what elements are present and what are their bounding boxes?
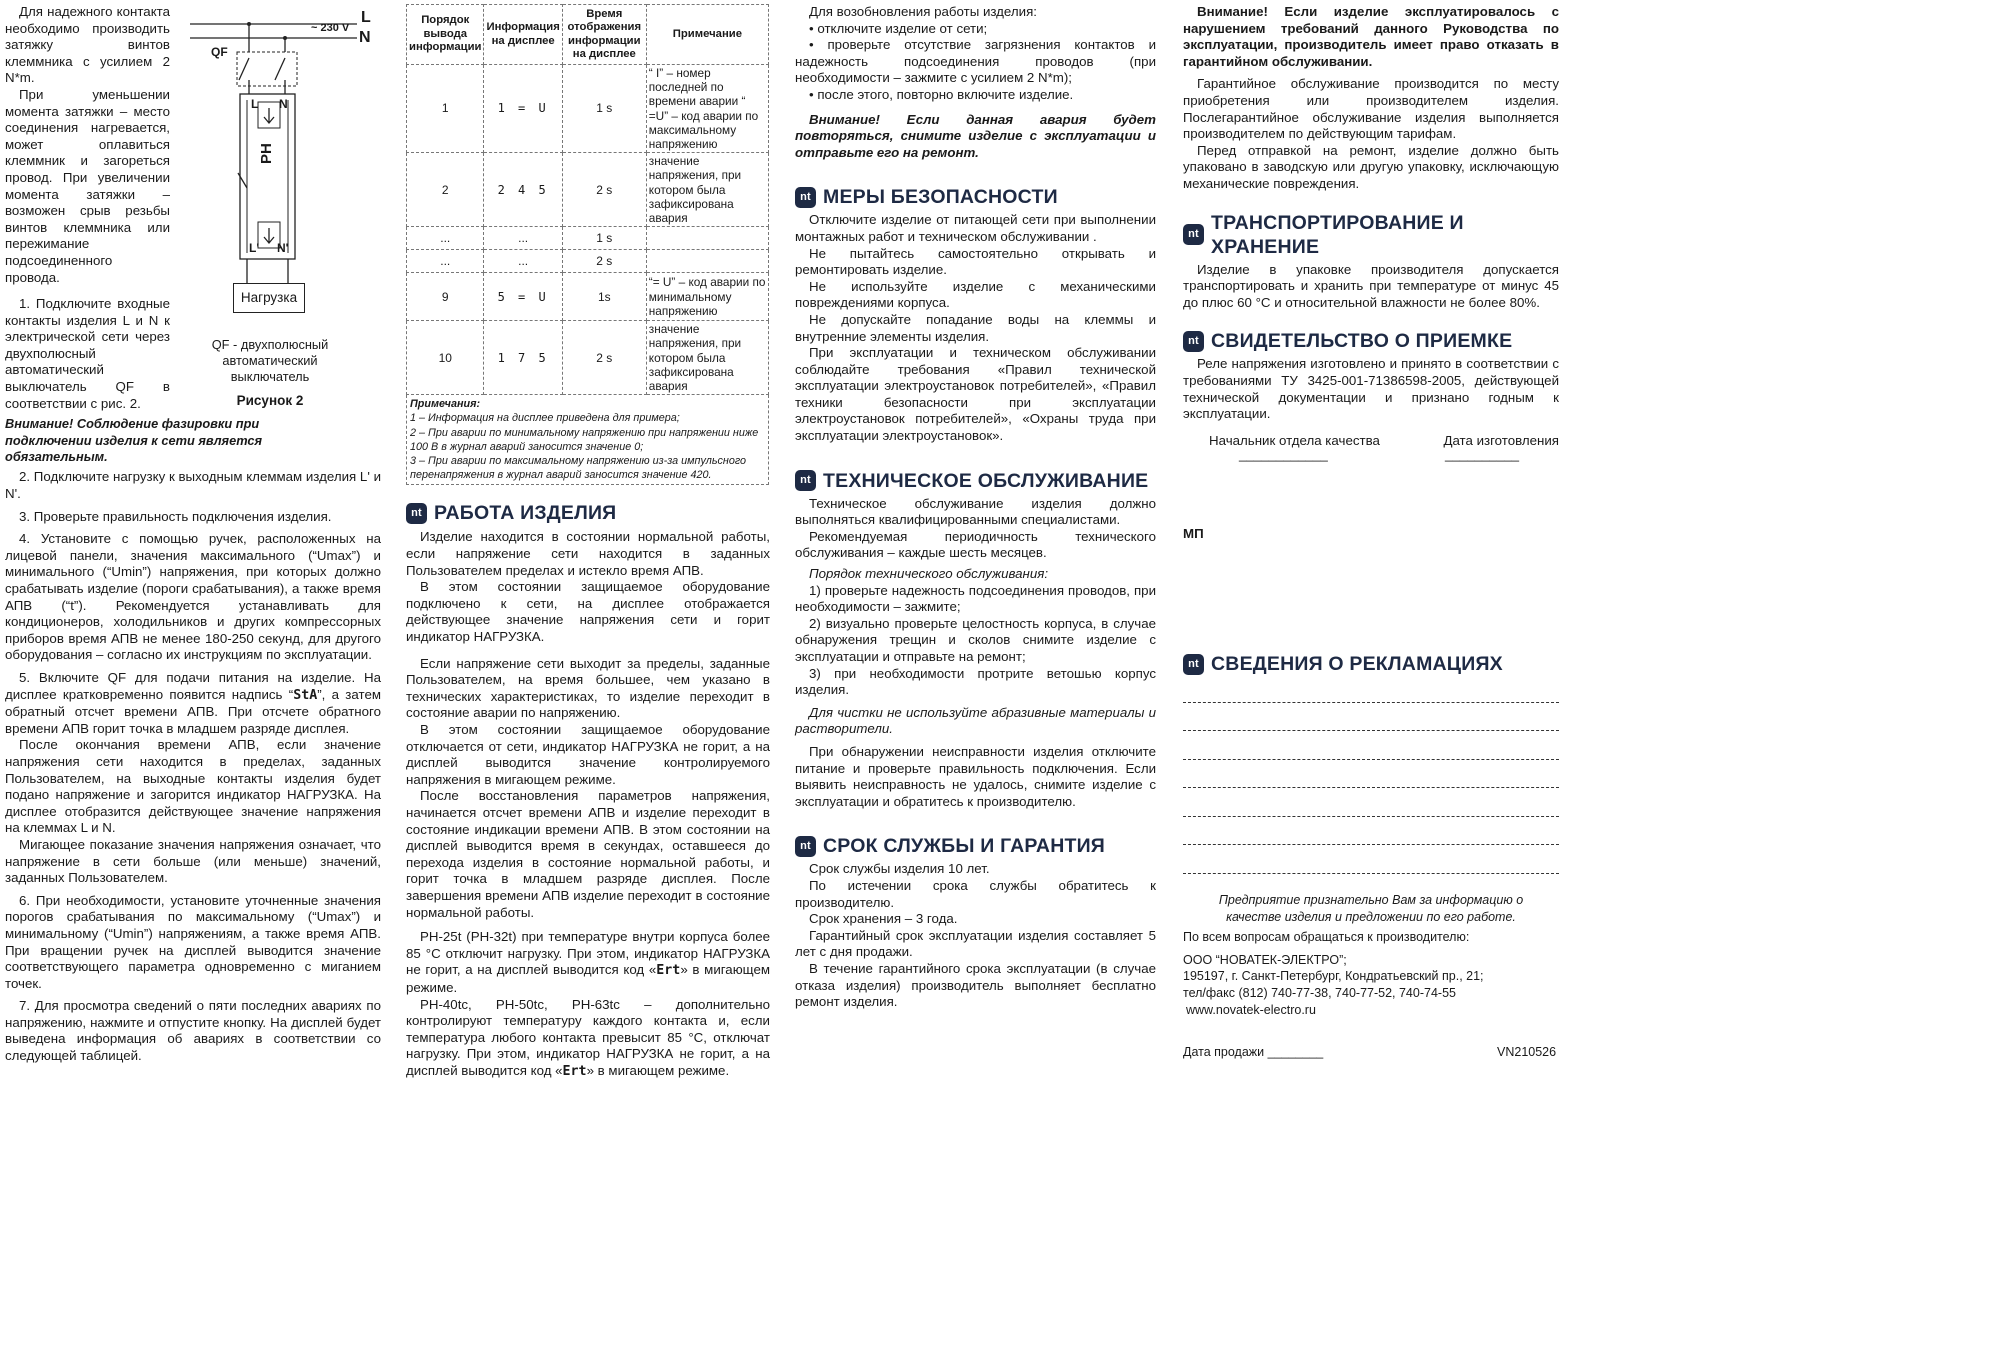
line-n-label: N [359, 29, 371, 46]
column-4 [1183, 4, 1559, 1018]
resume-item: • после этого, повторно включите изделие. [809, 86, 1074, 102]
work-paragraph: Если напряжение сети выходит за пределы, заданные Пользователем, на время большее, чем указано в технических характеристиках, то изделие переходит в состояние аварии по напряжению. [406, 655, 770, 721]
claims-line [1183, 760, 1559, 789]
resume-intro: Для возобновления работы изделия: [809, 4, 1037, 19]
safety-item: Не пытайтесь самостоятельно открывать и ремонтировать изделие. [795, 245, 1156, 278]
load-box [233, 283, 305, 313]
table-row [407, 153, 769, 227]
line-l-label: L [361, 9, 371, 26]
table-cell-display: ... [484, 250, 562, 273]
work-paragraph: В этом состоянии защищаемое оборудование подключено к сети, на дисплее отображается действующее значение напряжения сети и горит индикатор НАГРУЗКА. [406, 579, 770, 645]
step-5-text-b: ”, а затем обратный отсчет времени АПВ. При отсчете обратного времени АПВ горит точка в младшем разряде дисплея. [5, 686, 381, 736]
table-cell-time: 2 s [562, 153, 646, 227]
column-3 [795, 4, 1156, 1011]
resume-item: • проверьте отсутствие загрязнения контактов и надежность подсоединения проводов (при необходимости – зажмите с усилием 2 N*m); [795, 37, 1156, 86]
service-info-paragraph: Перед отправкой на ремонт, изделие должно быть упаковано в заводскую или другую упаковку, исключающую механические повреждения. [1183, 142, 1559, 191]
table-cell-note: “= U” – код аварии по минимальному напряжению [646, 273, 768, 321]
table-cell-time: 1s [562, 273, 646, 321]
brand-logo-icon: nt [1183, 331, 1204, 352]
output-n-label: N' [277, 241, 289, 255]
quality-chief-label: Начальник отдела качества [1209, 432, 1380, 448]
error-code: Ert [562, 1063, 587, 1079]
table-header-time: Время отображения информации на дисплее [562, 5, 646, 65]
section-warranty-heading [795, 834, 1156, 858]
table-cell-note: значение напряжения, при котором была зафиксирована авария [646, 153, 768, 227]
service-order-title: Порядок технического обслуживания: [809, 566, 1049, 582]
output-l-label: L' [249, 241, 260, 255]
warranty-item: Гарантийный срок эксплуатации изделия составляет 5 лет с дня продажи. [795, 927, 1156, 960]
input-n-label: N [279, 97, 288, 111]
table-row [407, 250, 769, 273]
signature-blanks [1183, 447, 1559, 464]
table-note: 2 – При аварии по минимальному напряжению при напряжении ниже 100 В в журнал аварий заносится значение 0; [410, 426, 759, 453]
table-cell-order: 1 [407, 65, 484, 153]
work-text: РН-25t (РН-32t) при температуре внутри корпуса более 85 °С отключит нагрузку. При этом, индикатор НАГРУЗКА не горит, а на дисплей выводится код « [406, 929, 770, 978]
quality-chief-blank: ____________ [1239, 447, 1328, 463]
error-code: Ert [656, 963, 681, 979]
work-paragraph: В этом состоянии защищаемое оборудование отключается от сети, индикатор НАГРУЗКА не горит, а на дисплей выводится значение контролируемого напряжения в мигающем режиме. [406, 722, 770, 787]
table-note: 3 – При аварии по максимальному напряжению из-за импульсного перенапряжения в журнал аварий заносится значение 420. [410, 455, 747, 482]
resume-warning: Внимание! Если данная авария будет повторяться, снимите изделие с эксплуатации и отправьте его на ремонт. [795, 111, 1156, 160]
warranty-item: По истечении срока службы обратитесь к производителю. [795, 877, 1156, 910]
table-cell-order: 2 [407, 153, 484, 227]
section-work-title: РАБОТА ИЗДЕЛИЯ [434, 502, 617, 525]
table-cell-display: 1 = U [484, 65, 562, 153]
table-cell-display: ... [484, 227, 562, 250]
table-cell-order: 10 [407, 321, 484, 395]
work-paragraph: После восстановления параметров напряжения, начинается отсчет времени АПВ и изделие переходит в состояние индикации времени АПВ. В этом состоянии на дисплей выводится время в секундах, оставшееся до перехода изделия в состояние нормальной работы, и горит точка в младшем разряде дисплея. После завершения времени АПВ изделие переходит в состояние нормальной работы. [406, 788, 770, 920]
qf-label: QF [211, 45, 228, 59]
table-cell-time: 2 s [562, 321, 646, 395]
claims-lines [1183, 674, 1559, 874]
section-acceptance-title: СВИДЕТЕЛЬСТВО О ПРИЕМКЕ [1211, 330, 1513, 353]
work-text: » в мигающем режиме. [586, 1062, 730, 1078]
table-cell-time: 2 s [562, 250, 646, 273]
sale-date: Дата продажи ________ [1183, 1045, 1324, 1059]
step-7: 7. Для просмотра сведений о пяти последних авариях по напряжению, нажмите и отпустите кнопку. На дисплей будет выведена информация об авариях в соответствии со следующей таблицей. [5, 998, 381, 1064]
claims-line [1183, 845, 1559, 874]
claims-line [1183, 703, 1559, 732]
warranty-warning: Внимание! Если изделие эксплуатировалось с нарушением требований данного Руководства по эксплуатации, производитель имеет право отказать в гарантийном обслуживании. [1183, 4, 1559, 69]
work-paragraph-overheat [406, 929, 770, 996]
step-4: 4. Установите с помощью ручек, расположенных на лицевой панели, значения максимального (“Umax”) и минимального (“Umin”) напряжения, при которых должно срабатывать изделие (пороги срабатывания), а также время АПВ (“t”). Рекомендуется устанавливать для кондиционеров, холодильников и других компрессорных приборов время АПВ не менее 180-250 секунд, для другого оборудования – согласно их инструкциям по эксплуатации. [5, 531, 381, 663]
company-phone: тел/факс (812) 740-77-38, 740-77-52, 740-74-55 [1183, 985, 1456, 1000]
table-row [407, 227, 769, 250]
alarm-table [406, 4, 769, 395]
claims-line [1183, 788, 1559, 817]
section-warranty-title: СРОК СЛУЖБЫ И ГАРАНТИЯ [823, 835, 1106, 858]
doc-code: VN210526 [1497, 1045, 1557, 1059]
section-transport-heading [1183, 211, 1559, 259]
table-cell-note: “ I” – номер последней по времени аварии “ =U” – код аварии по максимальному напряжению [646, 65, 768, 153]
service-note: Для чистки не используйте абразивные материалы и растворители. [795, 704, 1156, 737]
step-3: 3. Проверьте правильность подключения изделия. [19, 508, 332, 524]
work-text: » в мигающем режиме. [406, 962, 771, 995]
step-5-display-code: StA [293, 687, 318, 703]
table-cell-order: ... [407, 250, 484, 273]
safety-item: При эксплуатации и техническом обслуживании соблюдайте требования «Правил технической эксплуатации электроустановок потребителей», «Правил техники безопасности при эксплуатации электроустановок потребителей», «Охраны труда при эксплуатации электроустановок». [795, 345, 1156, 444]
section-safety-heading [795, 185, 1156, 209]
load-label: Нагрузка [240, 290, 298, 305]
brand-logo-icon: nt [1183, 224, 1204, 245]
column-2 [406, 4, 770, 1080]
table-cell-display: 1 7 5 [484, 321, 562, 395]
table-cell-display: 5 = U [484, 273, 562, 321]
section-acceptance-heading [1183, 329, 1559, 353]
work-paragraph: Изделие находится в состоянии нормальной работы, если напряжение сети находится в заданных Пользователем пределах и истекло время АПВ. [406, 529, 770, 578]
claims-line [1183, 731, 1559, 760]
warranty-item: В течение гарантийного срока эксплуатации (в случае отказа изделия) производитель выполняет бесплатно ремонт изделия. [795, 960, 1156, 1010]
phasing-warning-text: Внимание! Соблюдение фазировки при подключении изделия к сети является обязательным. [5, 416, 263, 465]
section-service-heading [795, 469, 1156, 493]
table-notes-title: Примечания: [410, 398, 481, 411]
step-6: 6. При необходимости, установите уточненные значения порогов срабатывания по максимальному (“Umax”) и минимальному (“Umin”) напряжениям, а также время АПВ. При вращении ручек на дисплей выводится значение соответствующего параметра одновременно с миганием точек. [5, 892, 381, 991]
section-claims-title: СВЕДЕНИЯ О РЕКЛАМАЦИЯХ [1211, 653, 1503, 676]
relay-body [240, 94, 295, 259]
made-date-label: Дата изготовления [1443, 432, 1559, 448]
table-cell-time: 1 s [562, 227, 646, 250]
safety-item: Отключите изделие от питающей сети при выполнении монтажных работ и техническом обслуживании . [795, 212, 1156, 244]
company-address: 195197, г. Санкт-Петербург, Кондратьевский пр., 21; [1183, 969, 1484, 984]
step-2: 2. Подключите нагрузку к выходным клеммам изделия L' и N'. [5, 469, 381, 502]
step-1: 1. Подключите входные контакты изделия L и N к электрической сети через двухполюсный автоматический выключатель QF в соответствии с рис. 2. [5, 296, 170, 411]
table-cell-display: 2 4 5 [484, 153, 562, 227]
section-claims-heading [1183, 652, 1559, 676]
service-item: 3) при необходимости протрите ветошью корпус изделия. [795, 665, 1156, 698]
figure-caption: Рисунок 2 [236, 393, 304, 408]
thanks-note: Предприятие признательно Вам за информацию о качестве изделия и предложении по его работе. [1218, 892, 1524, 924]
table-header-order: Порядок вывода информации [407, 5, 484, 65]
brand-logo-icon: nt [795, 470, 816, 491]
brand-logo-icon: nt [406, 503, 427, 524]
company-website[interactable]: www.novatek-electro.ru [1186, 1002, 1316, 1017]
table-cell-note: значение напряжения, при котором была зафиксирована авария [646, 321, 768, 395]
step-5-after: После окончания времени АПВ, если значение напряжения сети находится в пределах, заданных Пользователем, на выходные контакты изделия будет подано напряжение и загорится индикатор НАГРУЗКА. На дисплее отобразится действующее значение напряжения на клеммах L и N. [5, 737, 381, 836]
table-row [407, 321, 769, 395]
table-header-row [407, 5, 769, 65]
section-service-title: ТЕХНИЧЕСКОЕ ОБСЛУЖИВАНИЕ [823, 469, 1149, 492]
company-name: ООО “НОВАТЕК-ЭЛЕКТРО”; [1183, 952, 1347, 967]
table-cell-order: ... [407, 227, 484, 250]
service-info-paragraph: Гарантийное обслуживание производится по месту приобретения или производителем изделия. Послегарантийное обслуживание изделия выполняется производителем по действующим тарифам. [1183, 76, 1559, 142]
intro-paragraph-2: При уменьшении момента затяжки – место соединения нагревается, может оплавиться клеммник и загореться провод. При увеличении момента затяжки – возможен срыв резьбы винтов клеммника или пережимание подсоединенного провода. [5, 86, 170, 285]
claims-line [1183, 817, 1559, 846]
service-item: 1) проверьте надежность подсоединения проводов, при необходимости – зажмите; [795, 582, 1156, 615]
table-cell-note [646, 227, 768, 250]
table-note: 1 – Информация на дисплее приведена для примера; [410, 412, 680, 425]
resume-item: • отключите изделие от сети; [809, 20, 988, 36]
wiring-diagram [185, 8, 385, 318]
phasing-warning [5, 416, 285, 465]
table-header-display: Информация на дисплее [484, 5, 562, 65]
table-row [407, 65, 769, 153]
service-item: 2) визуально проверьте целостность корпуса, в случае обнаружения трещин и сколов снимите изделие с эксплуатации и отправьте на ремонт; [795, 615, 1156, 664]
brand-logo-icon: nt [795, 836, 816, 857]
step-5 [5, 670, 381, 737]
service-paragraph: Рекомендуемая периодичность технического обслуживания – каждые шесть месяцев. [795, 528, 1156, 561]
work-text: РН-40tc, РН-50tc, РН-63tc – дополнительно контролируют температуру каждого контакта и, если температура любого контакта превысит 85 °С, отключат нагрузку. При этом, индикатор НАГРУЗКА не горит, а на дисплей выводится код « [406, 996, 770, 1078]
step-5-blinking: Мигающее показание значения напряжения означает, что напряжение в сети больше (или меньше) значений, заданных Пользователем. [5, 836, 381, 886]
qf-breaker [237, 52, 297, 86]
table-cell-note [646, 250, 768, 273]
qf-caption: QF - двухполюсный автоматический выключатель [211, 337, 329, 384]
section-transport-title: ТРАНСПОРТИРОВАНИЕ И ХРАНЕНИЕ [1211, 211, 1464, 258]
intro-paragraph-1: Для надежного контакта необходимо производить затяжку винтов клеммника с усилием 2 N*m. [5, 4, 170, 86]
service-paragraph: Техническое обслуживание изделия должно выполняться квалифицированными специалистами. [795, 495, 1156, 528]
intro-block [5, 4, 263, 465]
table-row [407, 273, 769, 321]
transport-paragraph: Изделие в упаковке производителя допускается транспортировать и хранить при температуре от минус 45 до плюс 60 °С и относительной влажности не более 80%. [1183, 261, 1559, 310]
acceptance-paragraph: Реле напряжения изготовлено и принято в соответствии с требованиями ТУ 3425-001-71386598-2005, действующей технической документации и признано годным к эксплуатации. [1183, 356, 1559, 422]
made-date-blank: __________ [1445, 447, 1519, 463]
claims-line [1183, 674, 1559, 703]
section-safety-title: МЕРЫ БЕЗОПАСНОСТИ [823, 186, 1058, 209]
warranty-item: Срок службы изделия 10 лет. [809, 861, 990, 877]
input-l-label: L [251, 97, 259, 111]
table-notes [406, 395, 769, 485]
brand-logo-icon: nt [795, 187, 816, 208]
stamp-label: МП [1183, 525, 1204, 541]
safety-item: Не используйте изделие с механическими повреждениями корпуса. [795, 278, 1156, 311]
service-paragraph: При обнаружении неисправности изделия отключите питание и проверьте правильность подключения. Если выявить неисправность не удалось, снимите изделие с эксплуатации и обратитесь к производителю. [795, 743, 1156, 809]
voltage-label: ~ 230 V [311, 22, 350, 34]
table-cell-time: 1 s [562, 65, 646, 153]
step-5-text-a: 5. Включите QF для подачи питания на изделие. На дисплее кратковременно появится надпись “ [5, 670, 381, 702]
contact-intro: По всем вопросам обращаться к производителю: [1183, 930, 1470, 945]
brand-logo-icon: nt [1183, 654, 1204, 675]
safety-item: Не допускайте попадание воды на клеммы и внутренние элементы изделия. [795, 311, 1156, 344]
device-label: РН [258, 143, 275, 164]
table-cell-order: 9 [407, 273, 484, 321]
work-paragraph-contacts [406, 997, 770, 1081]
section-work-heading [406, 501, 770, 525]
warranty-item: Срок хранения – 3 года. [809, 911, 958, 927]
table-header-note: Примечание [646, 5, 768, 65]
